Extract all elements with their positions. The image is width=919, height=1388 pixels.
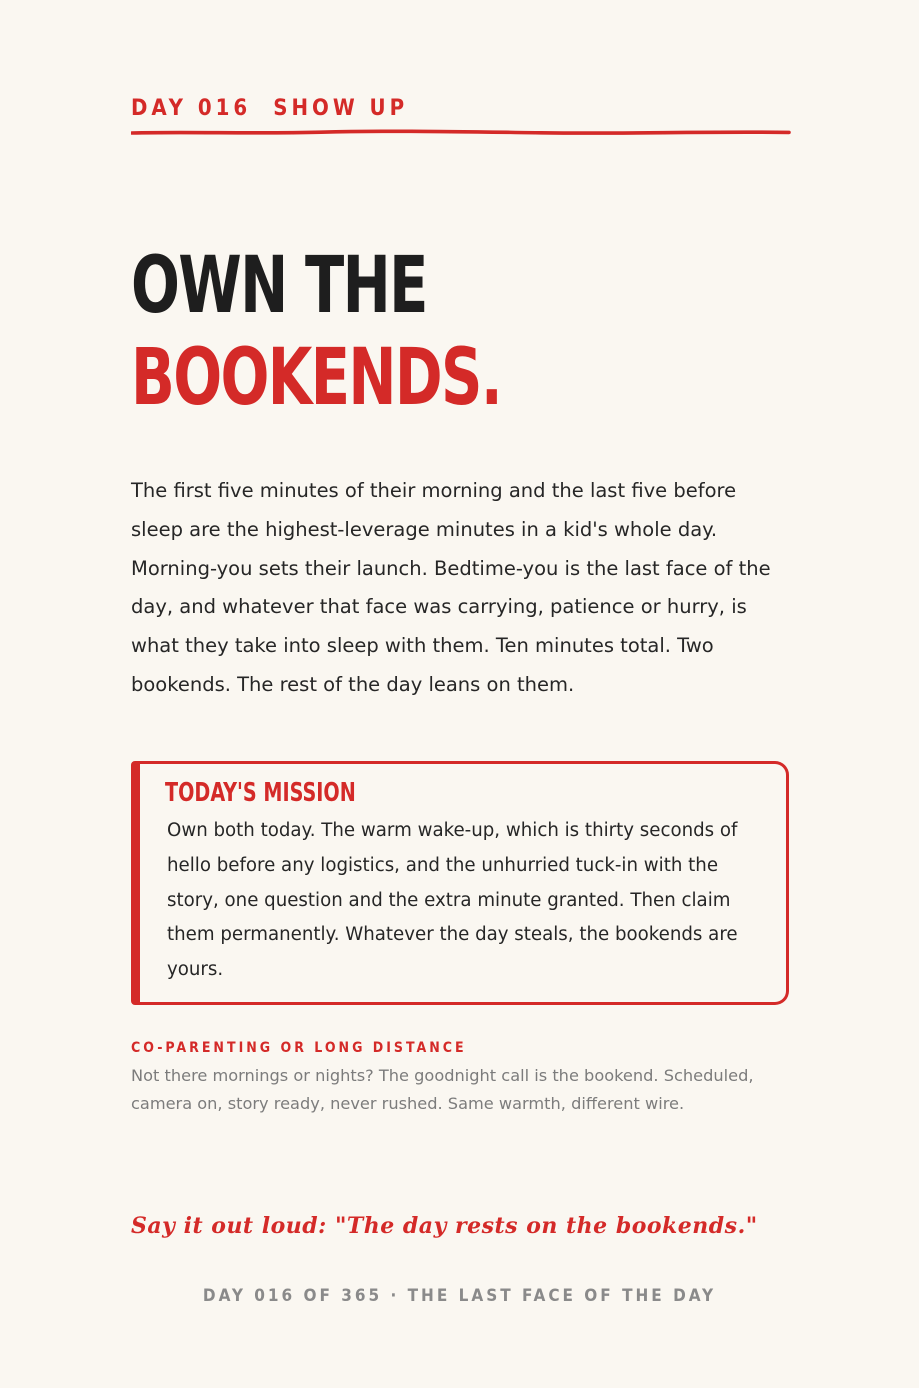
body-paragraph: The first five minutes of their morning and the last five before sleep are the highest-leverage minutes in a kid's whole day. Morning-you sets their launch. Bedtime-you is the last face of the day, and whatever that face was carrying, patience or hurry, is what they take into sleep with them. Ten minutes total. Two bookends. The rest of the day leans on them. [131,479,771,696]
title-line-1: OWN THE [131,241,427,331]
page-header [131,96,791,140]
header-rule [131,128,791,138]
mission-text: Own both today. The warm wake-up, which is thirty seconds of hello before any logistics, and the unhurried tuck-in with the story, one question and the extra minute granted. Then claim them permanently. Whatever the day steals, the bookends are yours. [167,820,738,981]
page-footer: DAY 016 OF 365 · THE LAST FACE OF THE DAY [202,1286,717,1306]
page-title [131,240,501,424]
sidebar-text: Not there mornings or nights? The goodnight call is the bookend. Scheduled, camera on, story ready, never rushed. Same warmth, different wire. [131,1066,754,1113]
mission-title: TODAY'S MISSION [165,778,356,808]
day-theme: SHOW UP [273,96,409,121]
title-line-2: BOOKENDS. [131,333,502,423]
day-label [131,96,408,121]
say-it-line: Say it out loud: "The day rests on the bookends." [131,1213,758,1239]
day-number: DAY 016 [131,96,252,121]
sidebar-heading: CO-PARENTING OR LONG DISTANCE [131,1040,467,1056]
mission-box [131,761,789,1005]
